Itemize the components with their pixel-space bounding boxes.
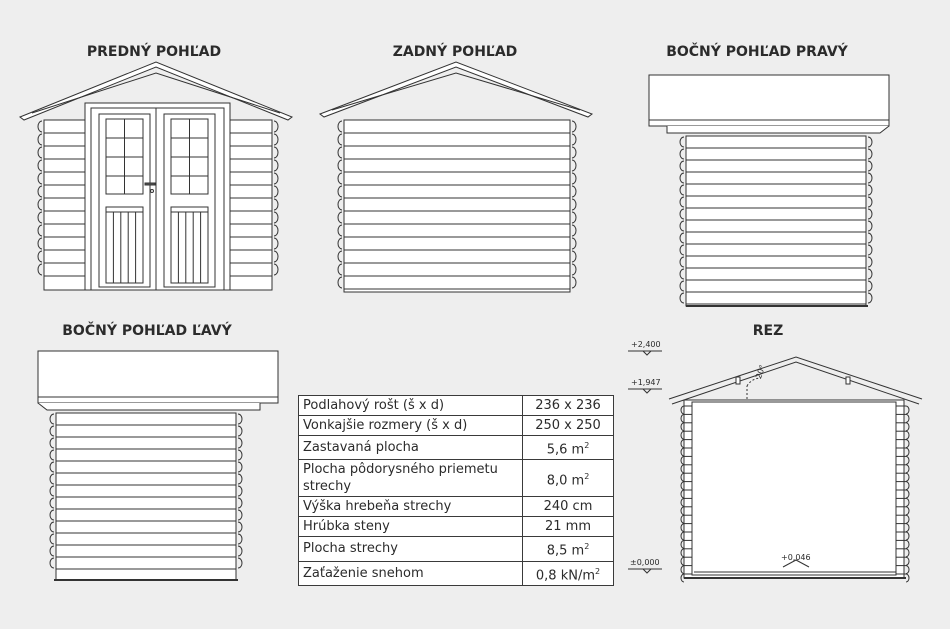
log-end [868,209,872,219]
log-end [868,233,872,243]
log-end [680,233,684,243]
spec-value [523,396,614,416]
spec-label: Plocha strechy [299,537,523,561]
spec-value-text: 0,8 kN/m [535,567,595,583]
log-end [680,281,684,291]
spec-value-text: 250 x 250 [535,418,601,433]
log-end [572,186,576,197]
specifications-table [298,395,614,586]
log-end [38,121,42,132]
log-end [572,121,576,132]
spec-value [523,436,614,460]
title-front-view: PREDNÝ POHĽAD [86,44,222,60]
log-end [906,515,909,523]
log-end [50,510,54,520]
spec-label: Zaťaženie snehom [299,561,523,585]
level-ridge-label: +2,400 [631,340,661,349]
spec-row [299,436,614,460]
log-end [50,486,54,496]
log-end [680,269,684,279]
right-side-view-drawing [649,75,889,306]
log-end [274,173,278,184]
log-end [38,238,42,249]
log-end [572,225,576,236]
log-end [680,161,684,171]
log-end [906,440,909,448]
log-end [572,147,576,158]
log-end [868,221,872,231]
log-end [38,251,42,262]
log-end [50,450,54,460]
spec-row [299,497,614,517]
log-end [50,438,54,448]
spec-row [299,537,614,561]
spec-label: Zastavaná plocha [299,436,523,460]
spec-value-text: 21 mm [544,519,591,535]
spec-row [299,396,614,416]
title-right-side-view: BOČNÝ POHĽAD PRAVÝ [666,44,848,60]
log-end [572,212,576,223]
log-end [868,281,872,291]
spec-label: Vonkajšie rozmery (š x d) [299,416,523,436]
log-end [38,225,42,236]
log-end [50,558,54,568]
log-end [338,121,342,132]
log-end [680,173,684,183]
log-end [680,245,684,255]
log-end [274,160,278,171]
log-end [238,546,242,556]
spec-row [299,517,614,537]
spec-value [523,537,614,561]
log-end [906,532,909,540]
log-end [572,238,576,249]
log-end [274,238,278,249]
log-end [274,264,278,275]
level-ground-label: ±0,000 [630,558,660,567]
log-end [338,251,342,262]
spec-value-text: 8,0 m [546,472,585,488]
log-end [38,199,42,210]
log-end [238,534,242,544]
log-end [38,264,42,275]
log-end [274,199,278,210]
spec-value-text: 5,6 m [546,442,585,458]
log-end [38,173,42,184]
spec-value-exponent: 2 [584,471,590,481]
log-end [906,540,909,548]
spec-row [299,460,614,497]
title-left-side-view: BOČNÝ POHĽAD ĽAVÝ [62,323,232,339]
spec-value-text: 240 cm [543,499,593,515]
spec-value-exponent: 2 [584,441,590,450]
log-end [50,546,54,556]
log-end [680,209,684,219]
log-end [238,498,242,508]
log-end [50,462,54,472]
log-end [906,566,909,574]
log-end [868,173,872,183]
log-end [906,448,909,456]
log-end [338,160,342,171]
log-end [274,121,278,132]
log-end [238,450,242,460]
log-end [868,137,872,147]
log-end [906,490,909,498]
log-end [238,486,242,496]
log-end [680,257,684,267]
log-end [274,225,278,236]
log-end [906,423,909,431]
log-end [338,238,342,249]
log-end [38,212,42,223]
title-section-view: REZ [752,323,784,339]
log-end [238,414,242,424]
spec-label: Plocha pôdorysného priemetu strechy [299,460,523,497]
log-end [572,277,576,288]
log-end [50,498,54,508]
log-end [906,414,909,422]
log-end [38,160,42,171]
log-end [680,149,684,159]
spec-value-text: 8,5 m [546,543,585,559]
log-end [680,293,684,303]
log-end [868,245,872,255]
log-end [238,558,242,568]
title-back-view: ZADNÝ POHĽAD [392,44,518,60]
log-end [906,557,909,565]
log-end [906,406,909,414]
log-end [572,251,576,262]
log-end [238,438,242,448]
log-end [274,147,278,158]
log-end [238,462,242,472]
log-end [680,185,684,195]
log-end [868,257,872,267]
log-end [680,137,684,147]
log-end [906,473,909,481]
left-side-view-drawing [38,351,278,580]
log-end [868,149,872,159]
front-view-drawing [20,62,292,290]
log-end [338,212,342,223]
log-end [238,474,242,484]
back-view-drawing [320,62,592,292]
log-end [868,161,872,171]
log-end [680,197,684,207]
log-end [906,498,909,506]
spec-value-exponent: 2 [595,566,601,576]
log-end [572,199,576,210]
spec-label: Výška hrebeňa strechy [299,497,523,517]
level-floor-label: +0,046 [781,553,811,562]
log-end [338,186,342,197]
log-end [906,482,909,490]
log-end [38,134,42,145]
log-end [906,456,909,464]
log-end [338,277,342,288]
log-end [906,524,909,532]
spec-value [523,416,614,436]
log-end [868,185,872,195]
roof-angle-label: 20° [754,363,768,381]
log-end [868,293,872,303]
log-end [572,173,576,184]
spec-value [523,517,614,537]
log-end [338,264,342,275]
log-end [338,199,342,210]
log-end [50,474,54,484]
spec-label: Hrúbka steny [299,517,523,537]
log-end [50,414,54,424]
log-end [338,147,342,158]
log-end [38,147,42,158]
log-end [338,134,342,145]
section-drawing [669,357,922,582]
spec-label: Podlahový rošt (š x d) [299,396,523,416]
log-end [238,510,242,520]
log-end [274,186,278,197]
log-end [338,173,342,184]
log-end [274,212,278,223]
spec-value [523,460,614,497]
log-end [572,160,576,171]
log-end [906,507,909,515]
log-end [572,264,576,275]
log-end [238,426,242,436]
level-eave-label: +1,947 [631,378,661,387]
log-end [274,134,278,145]
spec-value [523,497,614,517]
log-end [274,251,278,262]
spec-value [523,561,614,585]
log-end [906,431,909,439]
log-end [238,522,242,532]
spec-value-text: 236 x 236 [535,398,601,413]
log-end [868,269,872,279]
spec-row [299,416,614,436]
log-end [906,574,909,582]
log-end [50,522,54,532]
log-end [868,197,872,207]
log-end [906,465,909,473]
log-end [680,221,684,231]
spec-value-exponent: 2 [584,542,590,552]
log-end [906,549,909,557]
log-end [38,186,42,197]
log-end [572,134,576,145]
log-end [50,426,54,436]
spec-row [299,561,614,585]
log-end [338,225,342,236]
log-end [50,534,54,544]
